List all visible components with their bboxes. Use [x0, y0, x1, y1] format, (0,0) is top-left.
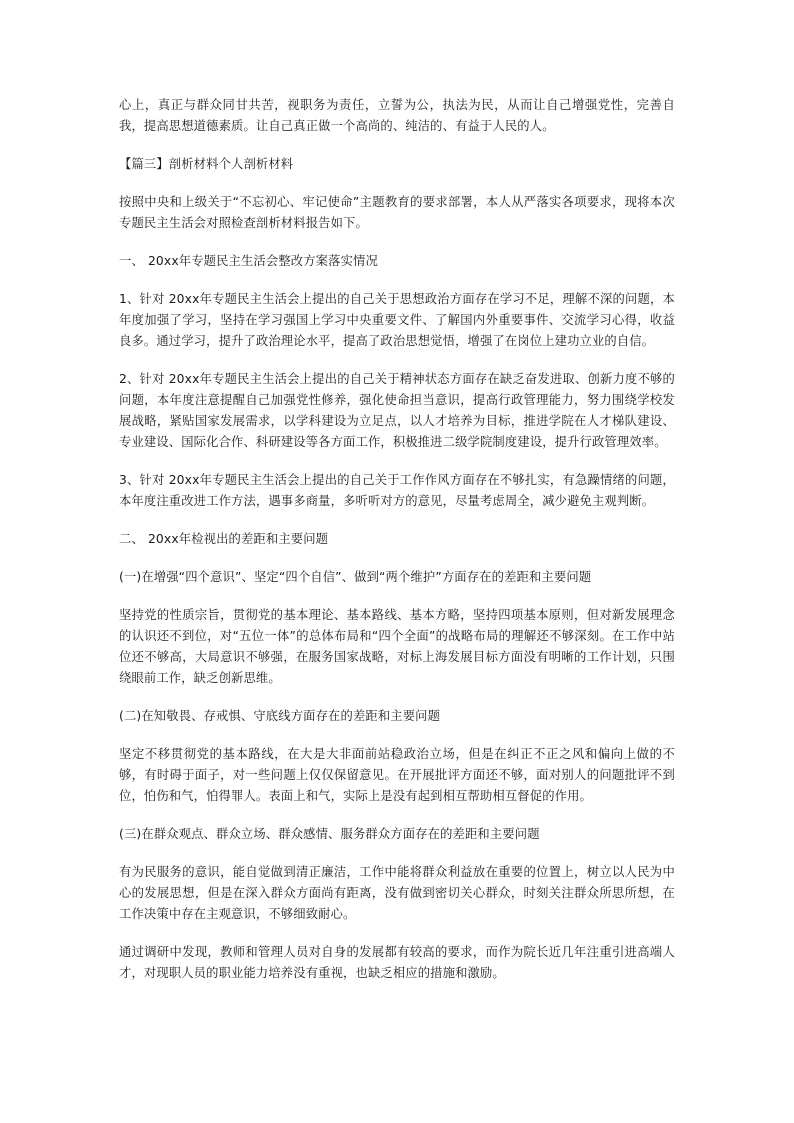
- part1-item2: 2、针对 20xx年专题民主生活会上提出的自己关于精神状态方面存在缺乏奋发进取、创新力度不够的问题，本年度注意提醒自己加强党性修养，强化使命担当意识，提高行政管理能力，努力围绕学校发展战略，紧贴国家发展需求，以学科建设为立足点，以人才培养为目标，推进学院在人才梯队建设、专业建设、国际化合作、科研建设等各方面工作，积极推进二级学院制度建设，提升行政管理效率。: [119, 372, 675, 449]
- sub3-body1: 有为民服务的意识，能自觉做到清正廉洁，工作中能将群众利益放在重要的位置上，树立以人民为中心的发展思想，但是在深入群众方面尚有距离，没有做到密切关心群众，时刻关注群众所思所想，在工作决策中存在主观意识，不够细致耐心。: [119, 865, 675, 921]
- opening-paragraph: 按照中央和上级关于“不忘初心、牢记使命”主题教育的要求部署，本人从严落实各项要求，现将本次专题民主生活会对照检查剖析材料报告如下。: [119, 195, 675, 230]
- document-page: [119, 95, 675, 1001]
- sub1-body: 坚持党的性质宗旨，贯彻党的基本理论、基本路线、基本方略，坚持四项基本原则，但对新发展理念的认识还不到位，对“五位一体”的总体布局和“四个全面”的战略布局的理解还不够深刻。在工作中站位还不够高，大局意识不够强，在服务国家战略，对标上海发展目标方面没有明晰的工作计划，只围绕眼前工作，缺乏创新思维。: [119, 608, 675, 685]
- part2-heading: 二、 20xx年检视出的差距和主要问题: [119, 532, 329, 546]
- sub1-heading: (一)在增强“四个意识”、坚定“四个自信”、做到“两个维护”方面存在的差距和主要问题: [119, 570, 592, 584]
- part1-heading: 一、 20xx年专题民主生活会整改方案落实情况: [119, 254, 378, 268]
- section-title: 【篇三】剖析材料个人剖析材料: [119, 157, 294, 171]
- intro-paragraph: 心上，真正与群众同甘共苦，视职务为责任，立誓为公，执法为民，从而让自己增强党性，完善自我，提高思想道德素质。让自己真正做一个高尚的、纯洁的、有益于人民的人。: [119, 98, 675, 133]
- part1-item3: 3、针对 20xx年专题民主生活会上提出的自己关于工作作风方面存在不够扎实，有急躁情绪的问题，本年度注重改进工作方法，遇事多商量，多听听对方的意见，尽量考虑周全，减少避免主观判断。: [119, 473, 675, 508]
- sub3-heading: (三)在群众观点、群众立场、群众感情、服务群众方面存在的差距和主要问题: [119, 827, 540, 841]
- sub2-heading: (二)在知敬畏、存戒惧、守底线方面存在的差距和主要问题: [119, 709, 441, 723]
- sub3-body2: 通过调研中发现，教师和管理人员对自身的发展都有较高的要求，而作为院长近几年注重引进高端人才，对现职人员的职业能力培养没有重视，也缺乏相应的措施和激励。: [119, 945, 675, 980]
- part1-item1: 1、针对 20xx年专题民主生活会上提出的自己关于思想政治方面存在学习不足，理解不深的问题，本年度加强了学习，坚持在学习强国上学习中央重要文件、了解国内外重要事件、交流学习心得，收益良多。通过学习，提升了政治理论水平，提高了政治思想觉悟，增强了在岗位上建功立业的自信。: [119, 292, 675, 348]
- sub2-body: 坚定不移贯彻党的基本路线，在大是大非面前站稳政治立场，但是在纠正不正之风和偏向上做的不够，有时碍于面子，对一些问题上仅仅保留意见。在开展批评方面还不够，面对别人的问题批评不到位，怕伤和气，怕得罪人。表面上和气，实际上是没有起到相互帮助相互督促的作用。: [119, 747, 675, 803]
